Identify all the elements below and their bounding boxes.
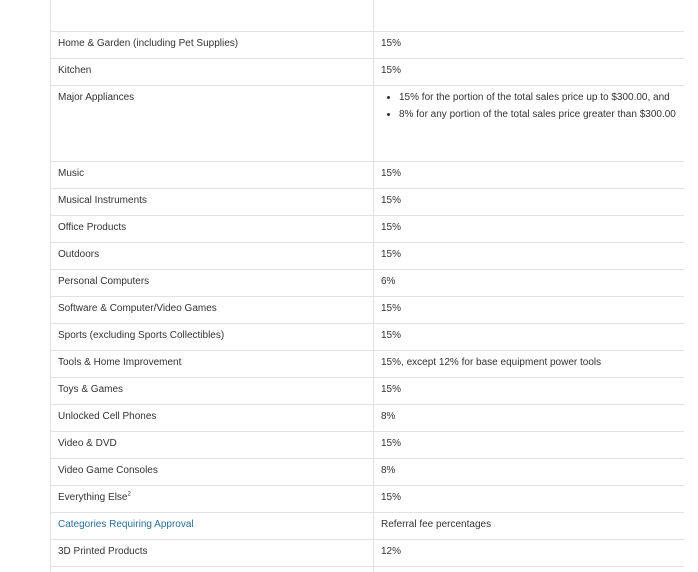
table-row (51, 378, 685, 405)
table-row (51, 32, 685, 59)
fee-cell: 15% (374, 59, 685, 86)
table-row (51, 567, 685, 572)
table-row (51, 189, 685, 216)
table-row (51, 243, 685, 270)
approval-header-row (51, 513, 685, 540)
table-row (51, 459, 685, 486)
category-cell: Personal Computers (51, 270, 374, 297)
table-cell-empty (51, 567, 374, 572)
category-cell: Toys & Games (51, 378, 374, 405)
fee-cell: 15%, except 12% for base equipment power tools (374, 351, 685, 378)
table-row (51, 351, 685, 378)
table-row (51, 216, 685, 243)
fee-cell: 15% (374, 324, 685, 351)
table-row (51, 270, 685, 297)
fee-cell: 8% (374, 459, 685, 486)
category-cell: Video & DVD (51, 432, 374, 459)
table-row (51, 162, 685, 189)
category-cell: Musical Instruments (51, 189, 374, 216)
fee-cell: 8% (374, 405, 685, 432)
fee-cell (374, 86, 685, 162)
table-row (51, 405, 685, 432)
table-row (51, 86, 685, 162)
referral-fee-table (50, 0, 684, 572)
table-row (51, 59, 685, 86)
fee-cell: 15% (374, 189, 685, 216)
category-cell: Unlocked Cell Phones (51, 405, 374, 432)
fee-cell: 15% (374, 297, 685, 324)
table-row (51, 324, 685, 351)
footnote-marker: 2 (127, 491, 131, 498)
approval-categories-link[interactable]: Categories Requiring Approval (51, 513, 374, 540)
approval-fee-header: Referral fee percentages (374, 513, 685, 540)
fee-cell: 15% (374, 378, 685, 405)
category-cell (51, 486, 374, 513)
table-row (51, 297, 685, 324)
fee-cell: 15% (374, 432, 685, 459)
category-cell: Office Products (51, 216, 374, 243)
fee-cell: 15% (374, 216, 685, 243)
fee-cell: 15% (374, 486, 685, 513)
category-cell: Sports (excluding Sports Collectibles) (51, 324, 374, 351)
referral-fee-table-container (50, 0, 684, 572)
category-cell: Major Appliances (51, 86, 374, 162)
table-row (51, 486, 685, 513)
table-row (51, 540, 685, 567)
fee-cell: 15% (374, 243, 685, 270)
category-cell: Kitchen (51, 59, 374, 86)
fee-cell: 15% (374, 32, 685, 59)
category-cell: Software & Computer/Video Games (51, 297, 374, 324)
table-cell-empty (51, 0, 374, 32)
category-cell: Tools & Home Improvement (51, 351, 374, 378)
fee-cell: 12% (374, 540, 685, 567)
table-cell-empty (374, 0, 685, 32)
category-cell: Outdoors (51, 243, 374, 270)
table-row (51, 0, 685, 32)
table-cell-empty (374, 567, 685, 572)
fee-cell: 6% (374, 270, 685, 297)
category-cell: 3D Printed Products (51, 540, 374, 567)
table-row (51, 432, 685, 459)
fee-bullet-item: • 8% for any portion of the total sales price greater than $300.00 (399, 108, 677, 122)
fee-cell: 15% (374, 162, 685, 189)
category-cell: Video Game Consoles (51, 459, 374, 486)
fee-bullet-item: • 15% for the portion of the total sales price up to $300.00, and (399, 91, 677, 105)
fee-bullet-list (381, 91, 677, 122)
category-cell: Home & Garden (including Pet Supplies) (51, 32, 374, 59)
category-label: Everything Else (58, 492, 128, 503)
category-cell: Music (51, 162, 374, 189)
